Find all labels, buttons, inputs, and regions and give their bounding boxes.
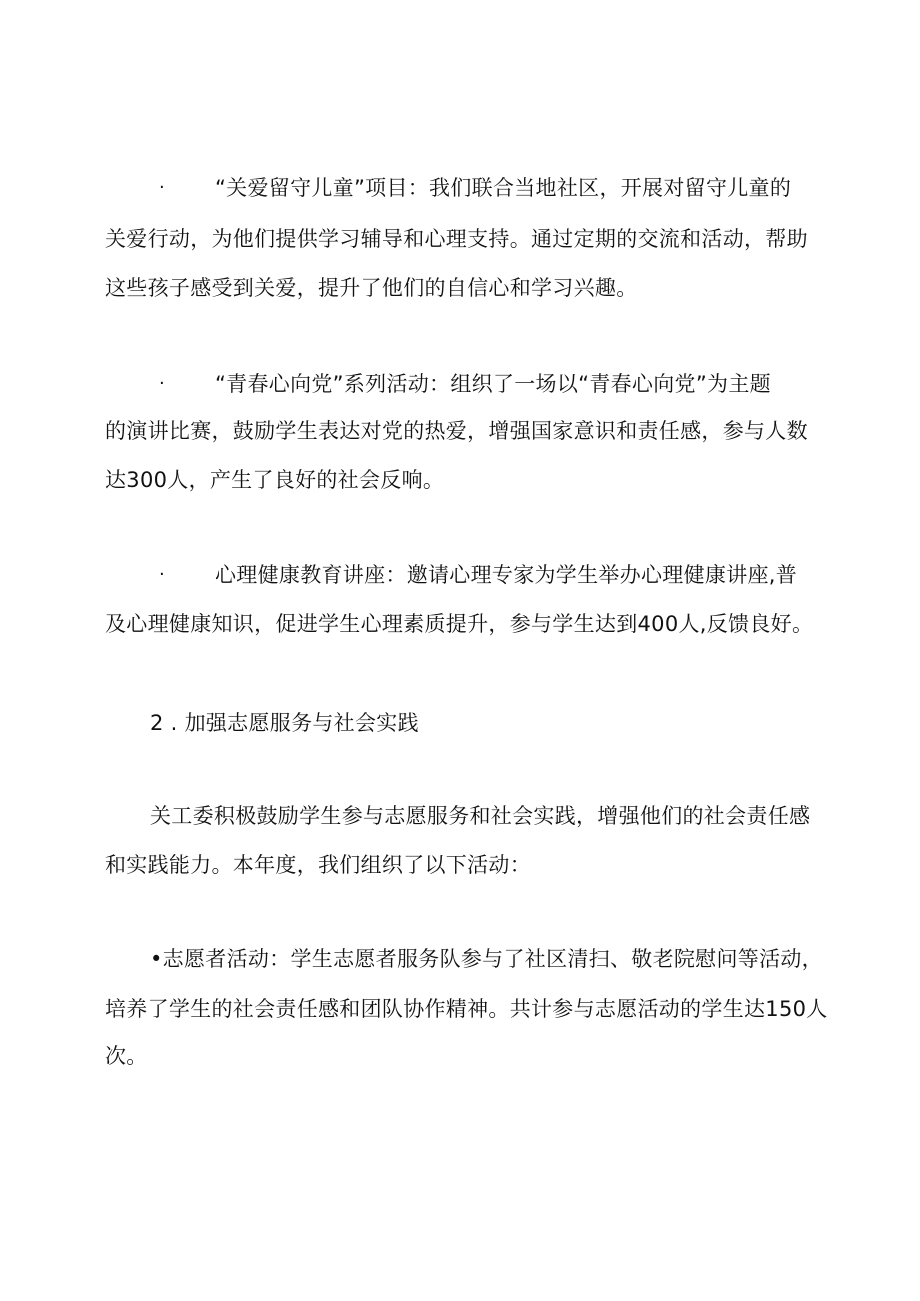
text-line: 关爱行动，为他们提供学习辅导和心理支持。通过定期的交流和活动，帮助	[105, 227, 808, 251]
text-line: “关爱留守儿童”项目：我们联合当地社区，开展对留守儿童的	[215, 176, 792, 200]
text-line: “青春心向党”系列活动：组织了一场以“青春心向党”为主题	[215, 372, 771, 396]
text-line: 培养了学生的社会责任感和团队协作精神。共计参与志愿活动的学生达150人	[105, 997, 828, 1021]
section-heading: 2 . 加强志愿服务与社会实践	[150, 711, 419, 735]
text-line: 的演讲比赛，鼓励学生表达对党的热爱，增强国家意识和责任感，参与人数	[105, 419, 808, 443]
text-line: 及心理健康知识，促进学生心理素质提升，参与学生达到400人,反馈良好。	[105, 612, 814, 636]
text-line: 这些孩子感受到关爱，提升了他们的自信心和学习兴趣。	[105, 276, 638, 300]
bullet-dot-icon: ·	[159, 564, 165, 585]
text-line: 和实践能力。本年度，我们组织了以下活动：	[105, 853, 531, 877]
bullet-dot-icon: ·	[159, 373, 165, 394]
text-line: •志愿者活动：学生志愿者服务队参与了社区清扫、敬老院慰问等活动，	[150, 947, 823, 971]
text-line: 次。	[105, 1044, 148, 1068]
text-line: 心理健康教育讲座：邀请心理专家为学生举办心理健康讲座,普	[215, 563, 798, 587]
bullet-dot-icon: ·	[159, 177, 165, 198]
text-line: 关工委积极鼓励学生参与志愿服务和社会实践，增强他们的社会责任感	[150, 804, 811, 828]
text-line: 达300人，产生了良好的社会反响。	[105, 468, 445, 492]
